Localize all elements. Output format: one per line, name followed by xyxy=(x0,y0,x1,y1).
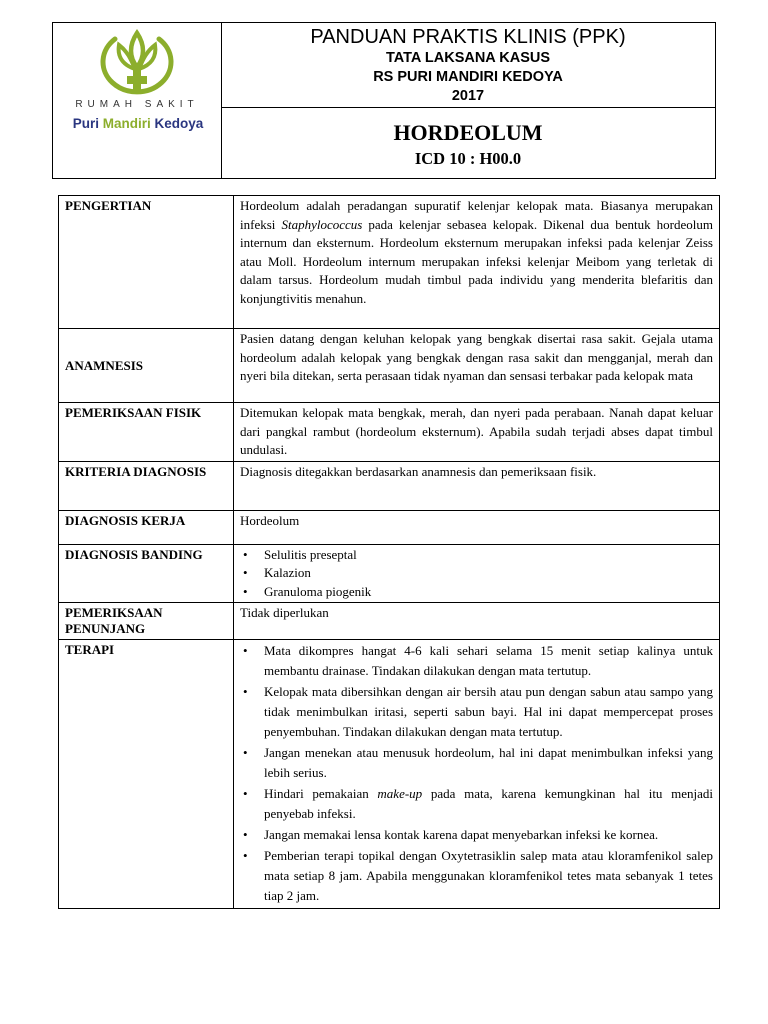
text-segment: Hindari pemakaian xyxy=(264,786,378,801)
list-item: • Kelopak mata dibersihkan dengan air bersih atau pun dengan sabun atau sampo yang tidak menimbulkan iritasi, seperti sabun bayi. Hal ini dapat mempercepat proses penyembuhan. Tindakan dilakukan dengan mata tertutup. xyxy=(240,682,713,742)
list-item xyxy=(240,784,713,824)
table-row xyxy=(59,461,720,510)
hospital-logo xyxy=(53,23,222,178)
row-value: Tidak diperlukan xyxy=(234,603,720,640)
hospital-name: RS PURI MANDIRI KEDOYA xyxy=(373,69,563,85)
row-value xyxy=(234,196,720,329)
list-item: • Granuloma piogenik xyxy=(240,583,713,602)
ppk-table xyxy=(58,195,720,909)
logo-name-part: Puri xyxy=(72,116,103,131)
document-header xyxy=(52,22,716,179)
row-label: ANAMNESIS xyxy=(59,329,234,403)
row-value: Pasien datang dengan keluhan kelopak yang bengkak disertai rasa sakit. Gejala utama hordeolum adalah kelopak yang bengkak dengan rasa sakit dan mengganjal, merah dan nyeri bila ditekan, serta perasaan tidak nyaman dan sensasi terbakar pada kelopak mata xyxy=(234,329,720,403)
text-segment: pada kelenjar sebasea kelopak. Dikenal dua bentuk hordeolum internum dan eksternum. Hordeolum eksternum merupakan infeksi pada kelenjar Zeiss atau Moll. Hordeolum internum merupakan infeksi kelenjar Meibom yang terletak di dalam tarsus. Hordeolum mudah timbul pada individu yang menderita blefaritis dan konjungtivitis menahun. xyxy=(240,216,713,306)
italic-term: make-up xyxy=(377,786,423,801)
list-item: • Jangan menekan atau menusuk hordeolum, hal ini dapat menimbulkan infeksi yang lebih serius. xyxy=(240,743,713,783)
list-item: • Mata dikompres hangat 4-6 kali sehari selama 15 menit setiap kalinya untuk membantu drainase. Tindakan dilakukan dengan mata tertutup. xyxy=(240,641,713,681)
list-item: • Jangan memakai lensa kontak karena dapat menyebarkan infeksi ke kornea. xyxy=(240,825,713,845)
table-row xyxy=(59,544,720,603)
logo-name-part: Mandiri xyxy=(102,116,151,131)
lotus-cross-logo-icon xyxy=(89,25,185,97)
row-value: Ditemukan kelopak mata bengkak, merah, dan nyeri pada perabaan. Nanah dapat keluar dari pangkal rambut (hordeolum eksternum). Apabila sudah terjadi abses dapat timbul undulasi. xyxy=(234,403,720,462)
title-block xyxy=(221,23,715,107)
table-row xyxy=(59,510,720,544)
table-row xyxy=(59,196,720,329)
icd-code: ICD 10 : H00.0 xyxy=(414,149,522,168)
table-row xyxy=(59,403,720,462)
disease-title: HORDEOLUM xyxy=(393,120,543,145)
page-subtitle: TATA LAKSANA KASUS xyxy=(385,50,551,66)
row-label: DIAGNOSIS KERJA xyxy=(59,510,234,544)
logo-label: RUMAH SAKIT xyxy=(75,99,199,110)
row-label: TERAPI xyxy=(59,640,234,909)
table-row xyxy=(59,329,720,403)
italic-term: Staphylococcus xyxy=(281,216,363,232)
row-value: Hordeolum xyxy=(234,510,720,544)
text-segment: pada mata, karena kemungkinan hal itu menjadi penyebab infeksi. xyxy=(264,786,714,821)
row-label: KRITERIA DIAGNOSIS xyxy=(59,461,234,510)
row-label: DIAGNOSIS BANDING xyxy=(59,544,234,603)
list-item: • Kalazion xyxy=(240,564,713,583)
bullet-list xyxy=(240,641,713,906)
list-item: • Selulitis preseptal xyxy=(240,546,713,565)
table-row xyxy=(59,640,720,909)
row-value xyxy=(234,640,720,909)
row-label: PEMERIKSAAN PENUNJANG xyxy=(59,603,234,640)
logo-name-part: Kedoya xyxy=(150,116,204,131)
row-label: PEMERIKSAAN FISIK xyxy=(59,403,234,462)
document-year: 2017 xyxy=(451,88,485,104)
page-title: PANDUAN PRAKTIS KLINIS (PPK) xyxy=(310,26,626,48)
table-row xyxy=(59,603,720,640)
disease-block xyxy=(221,108,715,170)
row-label: PENGERTIAN xyxy=(59,196,234,329)
row-value xyxy=(234,544,720,603)
text-segment: Hordeolum adalah peradangan supuratif kelenjar kelopak mata. Biasanya merupakan infeksi xyxy=(240,198,713,232)
list-item: • Pemberian terapi topikal dengan Oxytetrasiklin salep mata atau kloramfenikol salep mata setiap 8 jam. Apabila menggunakan kloramfenikol tetes mata sebanyak 1 tetes tiap 2 jam. xyxy=(240,846,713,906)
row-value: Diagnosis ditegakkan berdasarkan anamnesis dan pemeriksaan fisik. xyxy=(234,461,720,510)
logo-hospital-name xyxy=(57,116,219,131)
bullet-list xyxy=(240,546,713,602)
